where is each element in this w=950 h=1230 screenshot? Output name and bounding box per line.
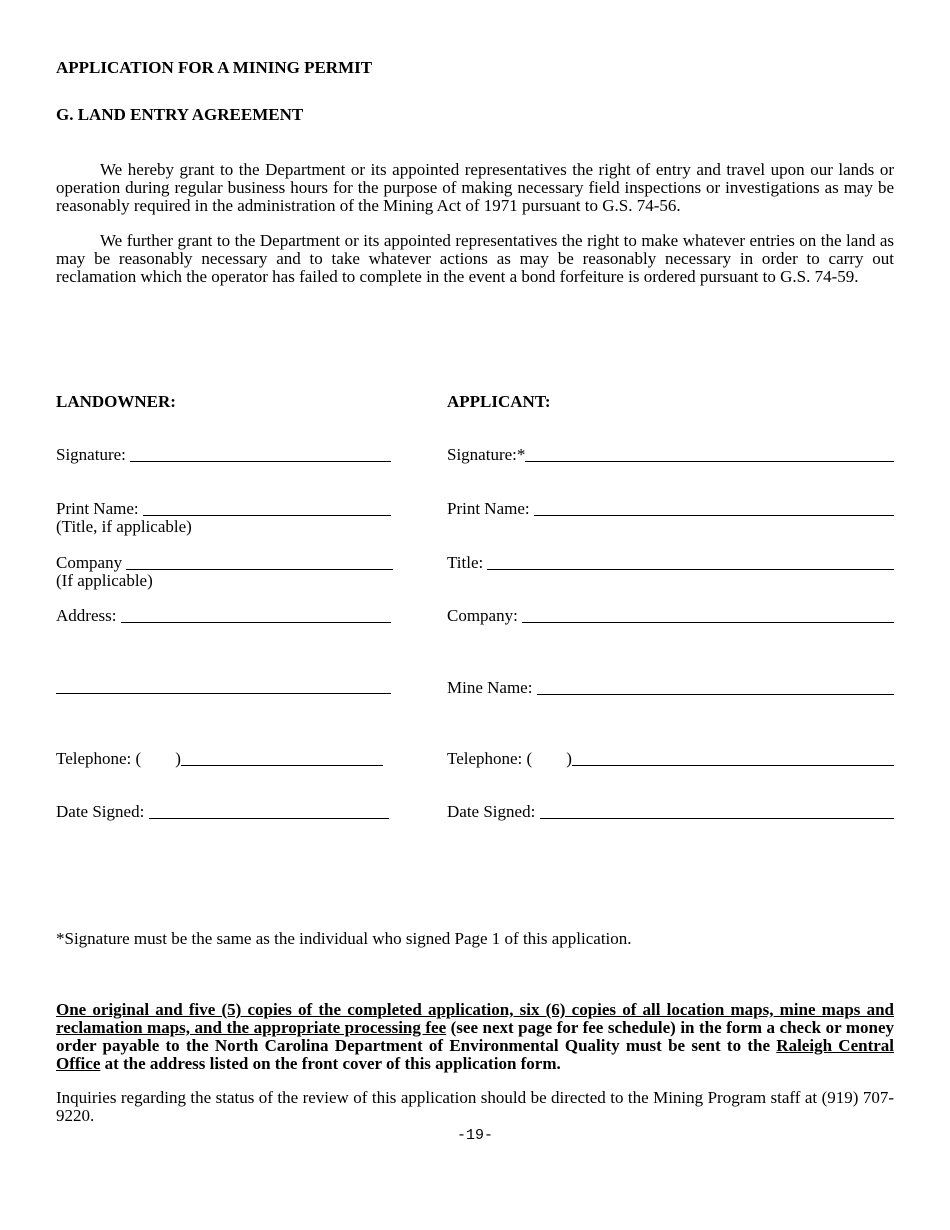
landowner-signature-field[interactable]: [56, 445, 391, 465]
landowner-date-line[interactable]: [149, 803, 389, 819]
landowner-print-name-field[interactable]: [56, 499, 391, 519]
applicant-signature-label: Signature:*: [447, 445, 526, 464]
landowner-address-field[interactable]: [56, 606, 391, 626]
applicant-telephone-label: Telephone: ( ): [447, 749, 572, 768]
reclamation-paragraph: We further grant to the Department or its appointed representatives the right to make whatever entries on the land as may be reasonably necessary and to take whatever actions as may be reasonably necessary in order to carry out reclamation which the operator has failed to complete in the event a bond forfeiture is ordered pursuant to G.S. 74-59.: [56, 231, 894, 286]
landowner-address-line-2-field[interactable]: [56, 678, 391, 697]
section-heading: G. LAND ENTRY AGREEMENT: [56, 105, 304, 124]
signature-footnote: *Signature must be the same as the individual who signed Page 1 of this application.: [56, 929, 632, 948]
landowner-signature-label: Signature:: [56, 445, 131, 464]
landowner-date-field[interactable]: [56, 802, 389, 822]
applicant-signature-field[interactable]: [447, 445, 894, 465]
landowner-address-label: Address:: [56, 606, 121, 625]
landowner-date-label: Date Signed:: [56, 802, 149, 821]
applicant-mine-name-label: Mine Name:: [447, 678, 537, 697]
landowner-company-field[interactable]: [56, 553, 393, 573]
applicant-heading: APPLICANT:: [447, 392, 551, 411]
applicant-print-name-label: Print Name:: [447, 499, 534, 518]
applicant-title-field[interactable]: [447, 553, 894, 573]
applicant-title-label: Title:: [447, 553, 488, 572]
applicant-mine-name-field[interactable]: [447, 678, 894, 698]
applicant-signature-line[interactable]: [525, 446, 894, 462]
landowner-signature-line[interactable]: [130, 446, 391, 462]
inquiries-text: Inquiries regarding the status of the review of this application should be directed to the Mining Program staff at (919) 707-9220.: [56, 1088, 894, 1125]
applicant-mine-name-line[interactable]: [537, 679, 894, 695]
applicant-company-line[interactable]: [522, 607, 894, 623]
landowner-print-name-label: Print Name:: [56, 499, 143, 518]
landowner-heading: LANDOWNER:: [56, 392, 176, 411]
applicant-date-line[interactable]: [540, 803, 894, 819]
landowner-company-note: (If applicable): [56, 571, 153, 590]
submission-instructions: One original and five (5) copies of the completed application, six (6) copies of all location maps, mine maps and reclamation maps, and the appropriate processing fee (see next page for fee schedule) in the form a check or money order payable to the North Carolina Department of Environmental Quality must be sent to the Raleigh Central Office at the address listed on the front cover of this application form.: [56, 1000, 895, 1073]
landowner-address-line[interactable]: [121, 607, 391, 623]
landowner-print-name-line[interactable]: [143, 500, 391, 516]
applicant-company-label: Company:: [447, 606, 523, 625]
landowner-company-label: Company: [56, 553, 127, 572]
applicant-company-field[interactable]: [447, 606, 894, 626]
applicant-date-field[interactable]: [447, 802, 894, 822]
form-title: APPLICATION FOR A MINING PERMIT: [56, 58, 373, 77]
landowner-telephone-field[interactable]: [56, 749, 383, 769]
applicant-print-name-field[interactable]: [447, 499, 894, 519]
applicant-print-name-line[interactable]: [534, 500, 894, 516]
applicant-date-label: Date Signed:: [447, 802, 540, 821]
applicant-telephone-field[interactable]: [447, 749, 894, 769]
entry-paragraph: We hereby grant to the Department or its appointed representatives the right of entry and travel upon our lands or operation during regular business hours for the purpose of making necessary field inspections or investigations as may be reasonably required in the administration of the Mining Act of 1971 pursuant to G.S. 74-56.: [56, 160, 894, 215]
landowner-telephone-label: Telephone: ( ): [56, 749, 181, 768]
landowner-telephone-line[interactable]: [181, 750, 383, 766]
applicant-title-line[interactable]: [487, 554, 894, 570]
landowner-print-name-note: (Title, if applicable): [56, 517, 192, 536]
landowner-address-line-2[interactable]: [56, 678, 391, 694]
applicant-telephone-line[interactable]: [572, 750, 894, 766]
page-number: -19-: [456, 1127, 493, 1144]
landowner-company-line[interactable]: [126, 554, 393, 570]
